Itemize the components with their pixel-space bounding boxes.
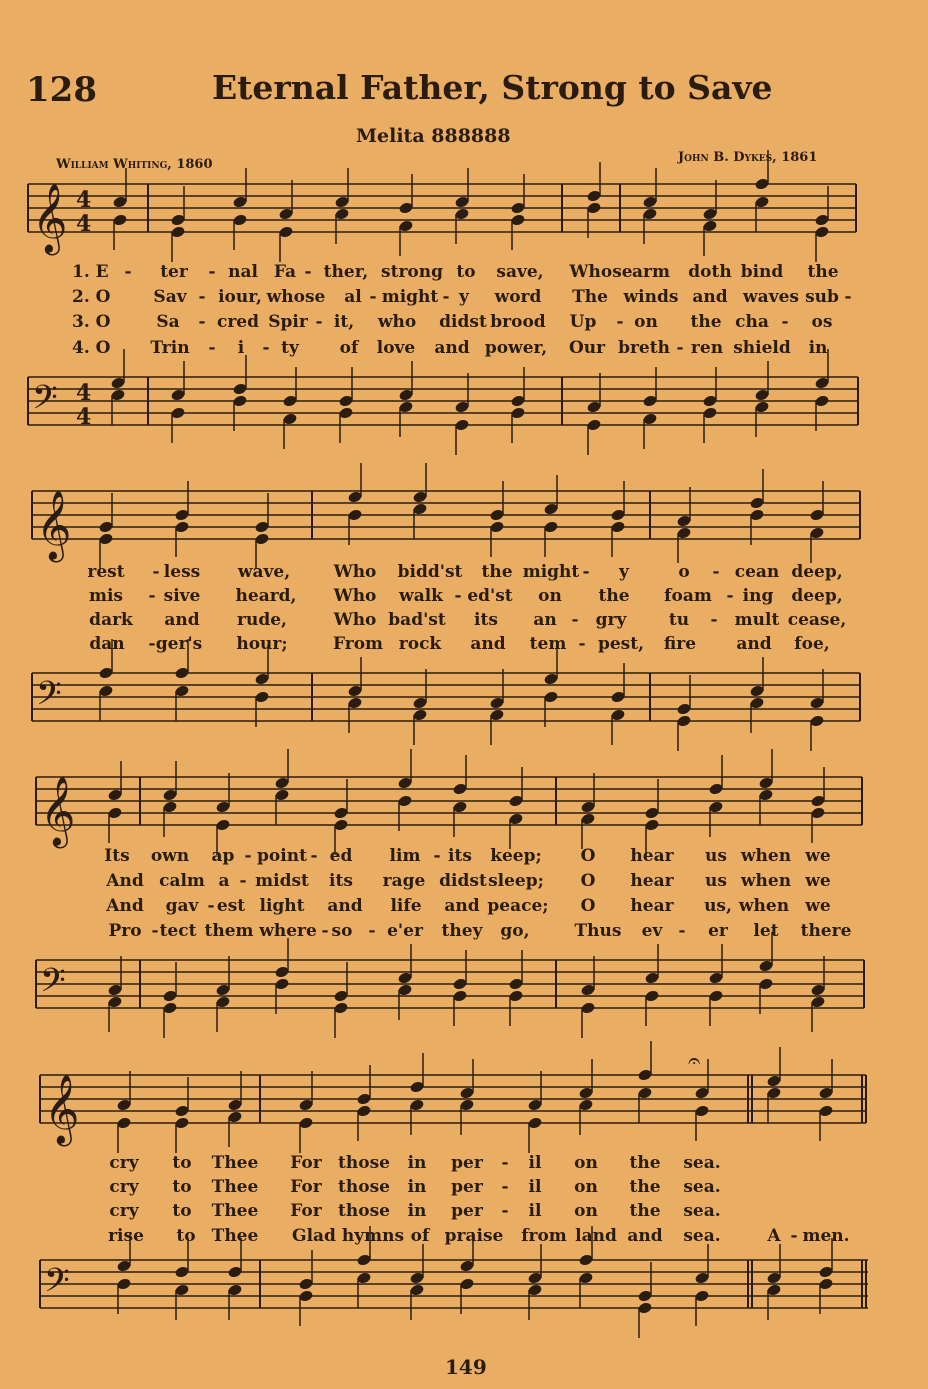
lyric-syllable: praise <box>444 1226 504 1246</box>
lyric-syllable: life <box>390 896 422 916</box>
lyric-syllable: - <box>208 338 216 358</box>
lyric-syllable: il <box>528 1201 542 1221</box>
lyric-syllable: the <box>690 312 722 332</box>
lyric-syllable: love <box>376 338 416 358</box>
time-signature-bottom: 4 <box>76 211 92 237</box>
lyric-syllable: an <box>533 610 557 630</box>
lyric-syllable: own <box>150 846 190 866</box>
lyric-syllable: dark <box>89 610 133 630</box>
lyric-syllable: foam <box>664 586 712 606</box>
lyric-syllable: - <box>442 287 450 307</box>
lyric-syllable: - <box>304 262 312 282</box>
lyric-syllable: we <box>805 871 831 891</box>
lyric-syllable: O <box>580 896 596 916</box>
lyric-syllable: deep, <box>791 562 843 582</box>
lyric-syllable: and <box>470 634 506 654</box>
lyric-syllable: there <box>800 921 852 941</box>
lyric-syllable: so <box>331 921 353 941</box>
lyric-syllable: in <box>407 1201 427 1221</box>
lyric-syllable: - <box>501 1177 509 1197</box>
lyric-syllable: foe, <box>794 634 830 654</box>
lyric-syllable: brood <box>490 312 546 332</box>
lyric-syllable: it, <box>333 312 355 332</box>
lyric-syllable: hear <box>630 896 674 916</box>
lyric-syllable: ther, <box>323 262 369 282</box>
lyric-syllable: sea. <box>683 1177 721 1197</box>
lyric-syllable: il <box>528 1153 542 1173</box>
lyric-syllable: - <box>262 338 270 358</box>
lyric-syllable: in <box>407 1177 427 1197</box>
lyric-syllable: gav <box>165 896 199 916</box>
tune-name: Melita 888888 <box>356 125 511 147</box>
lyric-syllable: sea. <box>683 1226 721 1246</box>
lyric-syllable: point <box>257 846 307 866</box>
bass-clef-icon: 𝄢 <box>32 379 58 425</box>
lyric-syllable: est <box>216 896 246 916</box>
lyric-syllable: its <box>448 846 472 866</box>
lyric-syllable: hear <box>630 846 674 866</box>
lyric-syllable: O <box>580 846 596 866</box>
lyric-syllable: let <box>753 921 779 941</box>
lyric-syllable: 4. O <box>72 338 111 358</box>
lyric-syllable: rise <box>108 1226 144 1246</box>
lyric-syllable: to <box>172 1153 192 1173</box>
bass-clef-icon: 𝄢 <box>36 675 62 721</box>
lyric-syllable: The <box>572 287 608 307</box>
lyric-syllable: the <box>481 562 513 582</box>
lyric-syllable: dan <box>89 634 125 654</box>
lyric-syllable: - <box>207 896 215 916</box>
lyric-syllable: arm <box>632 262 670 282</box>
lyric-syllable: - <box>244 846 252 866</box>
lyric-syllable: Glad <box>292 1226 336 1246</box>
lyric-syllable: - <box>321 921 329 941</box>
lyric-syllable: rage <box>382 871 426 891</box>
lyric-syllable: mis <box>88 586 124 606</box>
lyric-syllable: cry <box>109 1177 139 1197</box>
lyric-syllable: to <box>176 1226 196 1246</box>
bass-clef-icon: 𝄢 <box>44 1262 70 1308</box>
lyric-syllable: those <box>338 1201 390 1221</box>
lyric-syllable: calm <box>159 871 205 891</box>
lyric-syllable: cean <box>734 562 780 582</box>
lyric-syllable: sive <box>163 586 201 606</box>
lyric-syllable: them <box>204 921 254 941</box>
lyric-syllable: os <box>811 312 833 332</box>
lyric-syllable: ren <box>690 338 724 358</box>
lyric-syllable: heard, <box>235 586 297 606</box>
lyric-syllable: - <box>710 610 718 630</box>
lyric-syllable: 1. E <box>72 262 109 282</box>
lyric-syllable: 3. O <box>72 312 111 332</box>
lyric-syllable: Up <box>569 312 597 332</box>
lyric-syllable: ty <box>281 338 299 358</box>
lyric-syllable: we <box>805 846 831 866</box>
lyric-syllable: winds <box>623 287 679 307</box>
lyric-syllable: y <box>459 287 469 307</box>
lyric-syllable: Thee <box>211 1153 259 1173</box>
lyric-syllable: Who <box>333 586 377 606</box>
lyric-syllable: From <box>332 634 384 654</box>
lyric-syllable: cease, <box>787 610 847 630</box>
lyric-syllable: on <box>634 312 658 332</box>
lyric-syllable: keep; <box>490 846 542 866</box>
lyric-syllable: land <box>575 1226 617 1246</box>
lyric-syllable: rest <box>87 562 125 582</box>
lyric-syllable: - <box>369 287 377 307</box>
lyric-syllable: Who <box>333 610 377 630</box>
lyric-syllable: - <box>844 287 852 307</box>
bass-clef-icon: 𝄢 <box>40 962 66 1008</box>
lyric-syllable: breth <box>618 338 670 358</box>
lyric-syllable: al <box>344 287 362 307</box>
lyric-syllable: iour, <box>218 287 262 307</box>
lyric-syllable: And <box>106 871 144 891</box>
lyric-syllable: didst <box>439 871 487 891</box>
lyric-syllable: and <box>434 338 470 358</box>
lyric-syllable: hymns <box>341 1226 405 1246</box>
lyric-syllable: and <box>327 896 363 916</box>
lyric-syllable: per <box>451 1201 483 1221</box>
lyric-syllable: - <box>712 562 720 582</box>
lyric-syllable: whose <box>266 287 326 307</box>
lyric-syllable: Thee <box>211 1226 259 1246</box>
lyric-syllable: from <box>521 1226 567 1246</box>
lyric-syllable: the <box>598 586 630 606</box>
lyric-syllable: Thus <box>574 921 622 941</box>
lyric-syllable: cred <box>216 312 260 332</box>
lyric-syllable: in <box>808 338 828 358</box>
lyric-syllable: - <box>726 586 734 606</box>
lyric-syllable: on <box>574 1201 598 1221</box>
lyric-syllable: - <box>616 312 624 332</box>
lyric-syllable: Sav <box>153 287 187 307</box>
lyric-syllable: on <box>574 1153 598 1173</box>
lyric-syllable: power, <box>484 338 548 358</box>
lyric-syllable: and <box>692 287 728 307</box>
lyric-syllable: might <box>522 562 580 582</box>
lyric-syllable: to <box>456 262 476 282</box>
lyric-syllable: Fa <box>273 262 297 282</box>
lyric-syllable: its <box>474 610 498 630</box>
hymn-number: 128 <box>26 70 97 110</box>
composer-credit: John B. Dykes, 1861 <box>678 150 818 165</box>
lyric-syllable: - <box>368 921 376 941</box>
lyric-syllable: less <box>163 562 201 582</box>
author-credit: William Whiting, 1860 <box>56 157 213 172</box>
lyric-syllable: when <box>738 896 790 916</box>
lyric-syllable: cry <box>109 1153 139 1173</box>
lyric-syllable: bad'st <box>388 610 446 630</box>
lyric-syllable: ap <box>211 846 235 866</box>
lyric-syllable: hour; <box>236 634 288 654</box>
lyric-syllable: to <box>172 1201 192 1221</box>
lyric-syllable: e'er <box>387 921 423 941</box>
lyric-syllable: Spir <box>268 312 308 332</box>
lyric-syllable: gry <box>595 610 627 630</box>
lyric-syllable: A <box>767 1226 781 1246</box>
lyric-syllable: we <box>805 896 831 916</box>
lyric-syllable: - <box>198 287 206 307</box>
lyric-syllable: - <box>310 846 318 866</box>
lyric-syllable: when <box>740 846 792 866</box>
lyric-syllable: tem <box>529 634 567 654</box>
lyric-syllable: - <box>501 1201 509 1221</box>
lyric-syllable: ter <box>160 262 188 282</box>
lyric-syllable: on <box>538 586 562 606</box>
lyric-syllable: - <box>198 312 206 332</box>
fermata-icon: 𝄐 <box>688 1049 701 1074</box>
lyric-syllable: sea. <box>683 1201 721 1221</box>
treble-clef-icon: 𝄞 <box>36 490 72 560</box>
lyric-syllable: they <box>441 921 483 941</box>
lyric-syllable: i <box>237 338 245 358</box>
lyric-syllable: and <box>164 610 200 630</box>
lyric-syllable: and <box>444 896 480 916</box>
lyric-syllable: - <box>578 634 586 654</box>
lyric-syllable: sub <box>805 287 839 307</box>
lyric-syllable: bind <box>740 262 784 282</box>
lyric-syllable: rude, <box>237 610 287 630</box>
lyric-syllable: - <box>582 562 590 582</box>
lyric-syllable: mult <box>734 610 780 630</box>
lyric-syllable: of <box>410 1226 430 1246</box>
lyric-syllable: midst <box>255 871 309 891</box>
lyric-syllable: - <box>239 871 247 891</box>
lyric-syllable: - <box>124 262 132 282</box>
lyric-syllable: - <box>152 562 160 582</box>
lyric-syllable: those <box>338 1153 390 1173</box>
lyric-syllable: bidd'st <box>397 562 463 582</box>
lyric-syllable: sleep; <box>488 871 544 891</box>
lyric-syllable: o <box>678 562 690 582</box>
lyric-syllable: Thee <box>211 1201 259 1221</box>
lyric-syllable: - <box>454 586 462 606</box>
lyric-syllable: ed <box>329 846 353 866</box>
lyric-syllable: - <box>433 846 441 866</box>
lyric-syllable: - <box>678 921 686 941</box>
lyric-syllable: ger's <box>155 634 203 654</box>
lyric-syllable: tect <box>159 921 197 941</box>
lyric-syllable: ev <box>641 921 663 941</box>
lyric-syllable: fire <box>663 634 697 654</box>
lyric-syllable: ed'st <box>467 586 513 606</box>
lyric-syllable: - <box>676 338 684 358</box>
lyric-syllable: For <box>290 1177 322 1197</box>
lyric-syllable: us <box>705 846 727 866</box>
lyric-syllable: - <box>501 1153 509 1173</box>
lyric-syllable: per <box>451 1153 483 1173</box>
lyric-syllable: sea. <box>683 1153 721 1173</box>
lyric-syllable: O <box>580 871 596 891</box>
lyric-syllable: Thee <box>211 1177 259 1197</box>
lyric-syllable: cry <box>109 1201 139 1221</box>
time-signature-top: 4 <box>76 380 92 406</box>
lyric-syllable: on <box>574 1177 598 1197</box>
lyric-syllable: the <box>629 1177 661 1197</box>
lyric-syllable: didst <box>439 312 487 332</box>
time-signature-bottom: 4 <box>76 404 92 430</box>
lyric-syllable: men. <box>802 1226 850 1246</box>
lyric-syllable: where <box>259 921 317 941</box>
lyric-syllable: Our <box>568 338 606 358</box>
lyric-syllable: might <box>381 287 439 307</box>
lyric-syllable: doth <box>688 262 732 282</box>
lyric-syllable: Whose <box>569 262 633 282</box>
lyric-syllable: - <box>148 634 156 654</box>
lyric-syllable: Sa <box>156 312 180 332</box>
lyric-syllable: il <box>528 1177 542 1197</box>
lyric-syllable: y <box>619 562 629 582</box>
lyric-syllable: when <box>740 871 792 891</box>
lyric-syllable: and <box>736 634 772 654</box>
lyric-syllable: save, <box>496 262 544 282</box>
time-signature-top: 4 <box>76 187 92 213</box>
lyric-syllable: - <box>790 1226 798 1246</box>
lyric-syllable: wave, <box>237 562 291 582</box>
lyric-syllable: lim <box>389 846 421 866</box>
lyric-syllable: - <box>148 586 156 606</box>
lyric-syllable: of <box>339 338 359 358</box>
treble-clef-icon: 𝄞 <box>32 183 68 253</box>
lyric-syllable: Trin <box>150 338 190 358</box>
lyric-syllable: peace; <box>487 896 549 916</box>
lyric-syllable: us, <box>704 896 732 916</box>
lyric-syllable: us <box>705 871 727 891</box>
lyric-syllable: those <box>338 1177 390 1197</box>
lyric-syllable: per <box>451 1177 483 1197</box>
lyric-syllable: - <box>571 610 579 630</box>
lyric-syllable: - <box>781 312 789 332</box>
lyric-syllable: er <box>708 921 728 941</box>
lyric-syllable: deep, <box>791 586 843 606</box>
lyric-syllable: For <box>290 1153 322 1173</box>
lyric-syllable: the <box>807 262 839 282</box>
hymn-title: Eternal Father, Strong to Save <box>212 68 773 107</box>
treble-clef-icon: 𝄞 <box>40 776 76 846</box>
lyric-syllable: the <box>629 1201 661 1221</box>
lyric-syllable: cha <box>735 312 769 332</box>
lyric-syllable: - <box>151 921 159 941</box>
lyric-syllable: nal <box>228 262 258 282</box>
lyric-syllable: light <box>259 896 305 916</box>
lyric-syllable: For <box>290 1201 322 1221</box>
lyric-syllable: rock <box>398 634 442 654</box>
lyric-syllable: ing <box>742 586 774 606</box>
lyric-syllable: Pro <box>108 921 142 941</box>
lyric-syllable: a <box>218 871 230 891</box>
lyric-syllable: Its <box>104 846 130 866</box>
lyric-syllable: its <box>329 871 353 891</box>
lyric-syllable: and <box>627 1226 663 1246</box>
lyric-syllable: walk <box>399 586 443 606</box>
lyric-syllable: - <box>208 262 216 282</box>
lyric-syllable: 2. O <box>72 287 111 307</box>
treble-clef-icon: 𝄞 <box>44 1074 80 1144</box>
lyric-syllable: waves <box>743 287 799 307</box>
page-number: 149 <box>445 1355 487 1379</box>
lyric-syllable: tu <box>668 610 690 630</box>
lyric-syllable: word <box>494 287 542 307</box>
lyric-syllable: - <box>315 312 323 332</box>
lyric-syllable: strong <box>381 262 443 282</box>
lyric-syllable: pest, <box>597 634 645 654</box>
lyric-syllable: the <box>629 1153 661 1173</box>
lyric-syllable: And <box>106 896 144 916</box>
lyric-syllable: to <box>172 1177 192 1197</box>
lyric-syllable: in <box>407 1153 427 1173</box>
lyric-syllable: Who <box>333 562 377 582</box>
lyric-syllable: shield <box>733 338 791 358</box>
lyric-syllable: hear <box>630 871 674 891</box>
lyric-syllable: go, <box>500 921 530 941</box>
lyric-syllable: who <box>377 312 417 332</box>
